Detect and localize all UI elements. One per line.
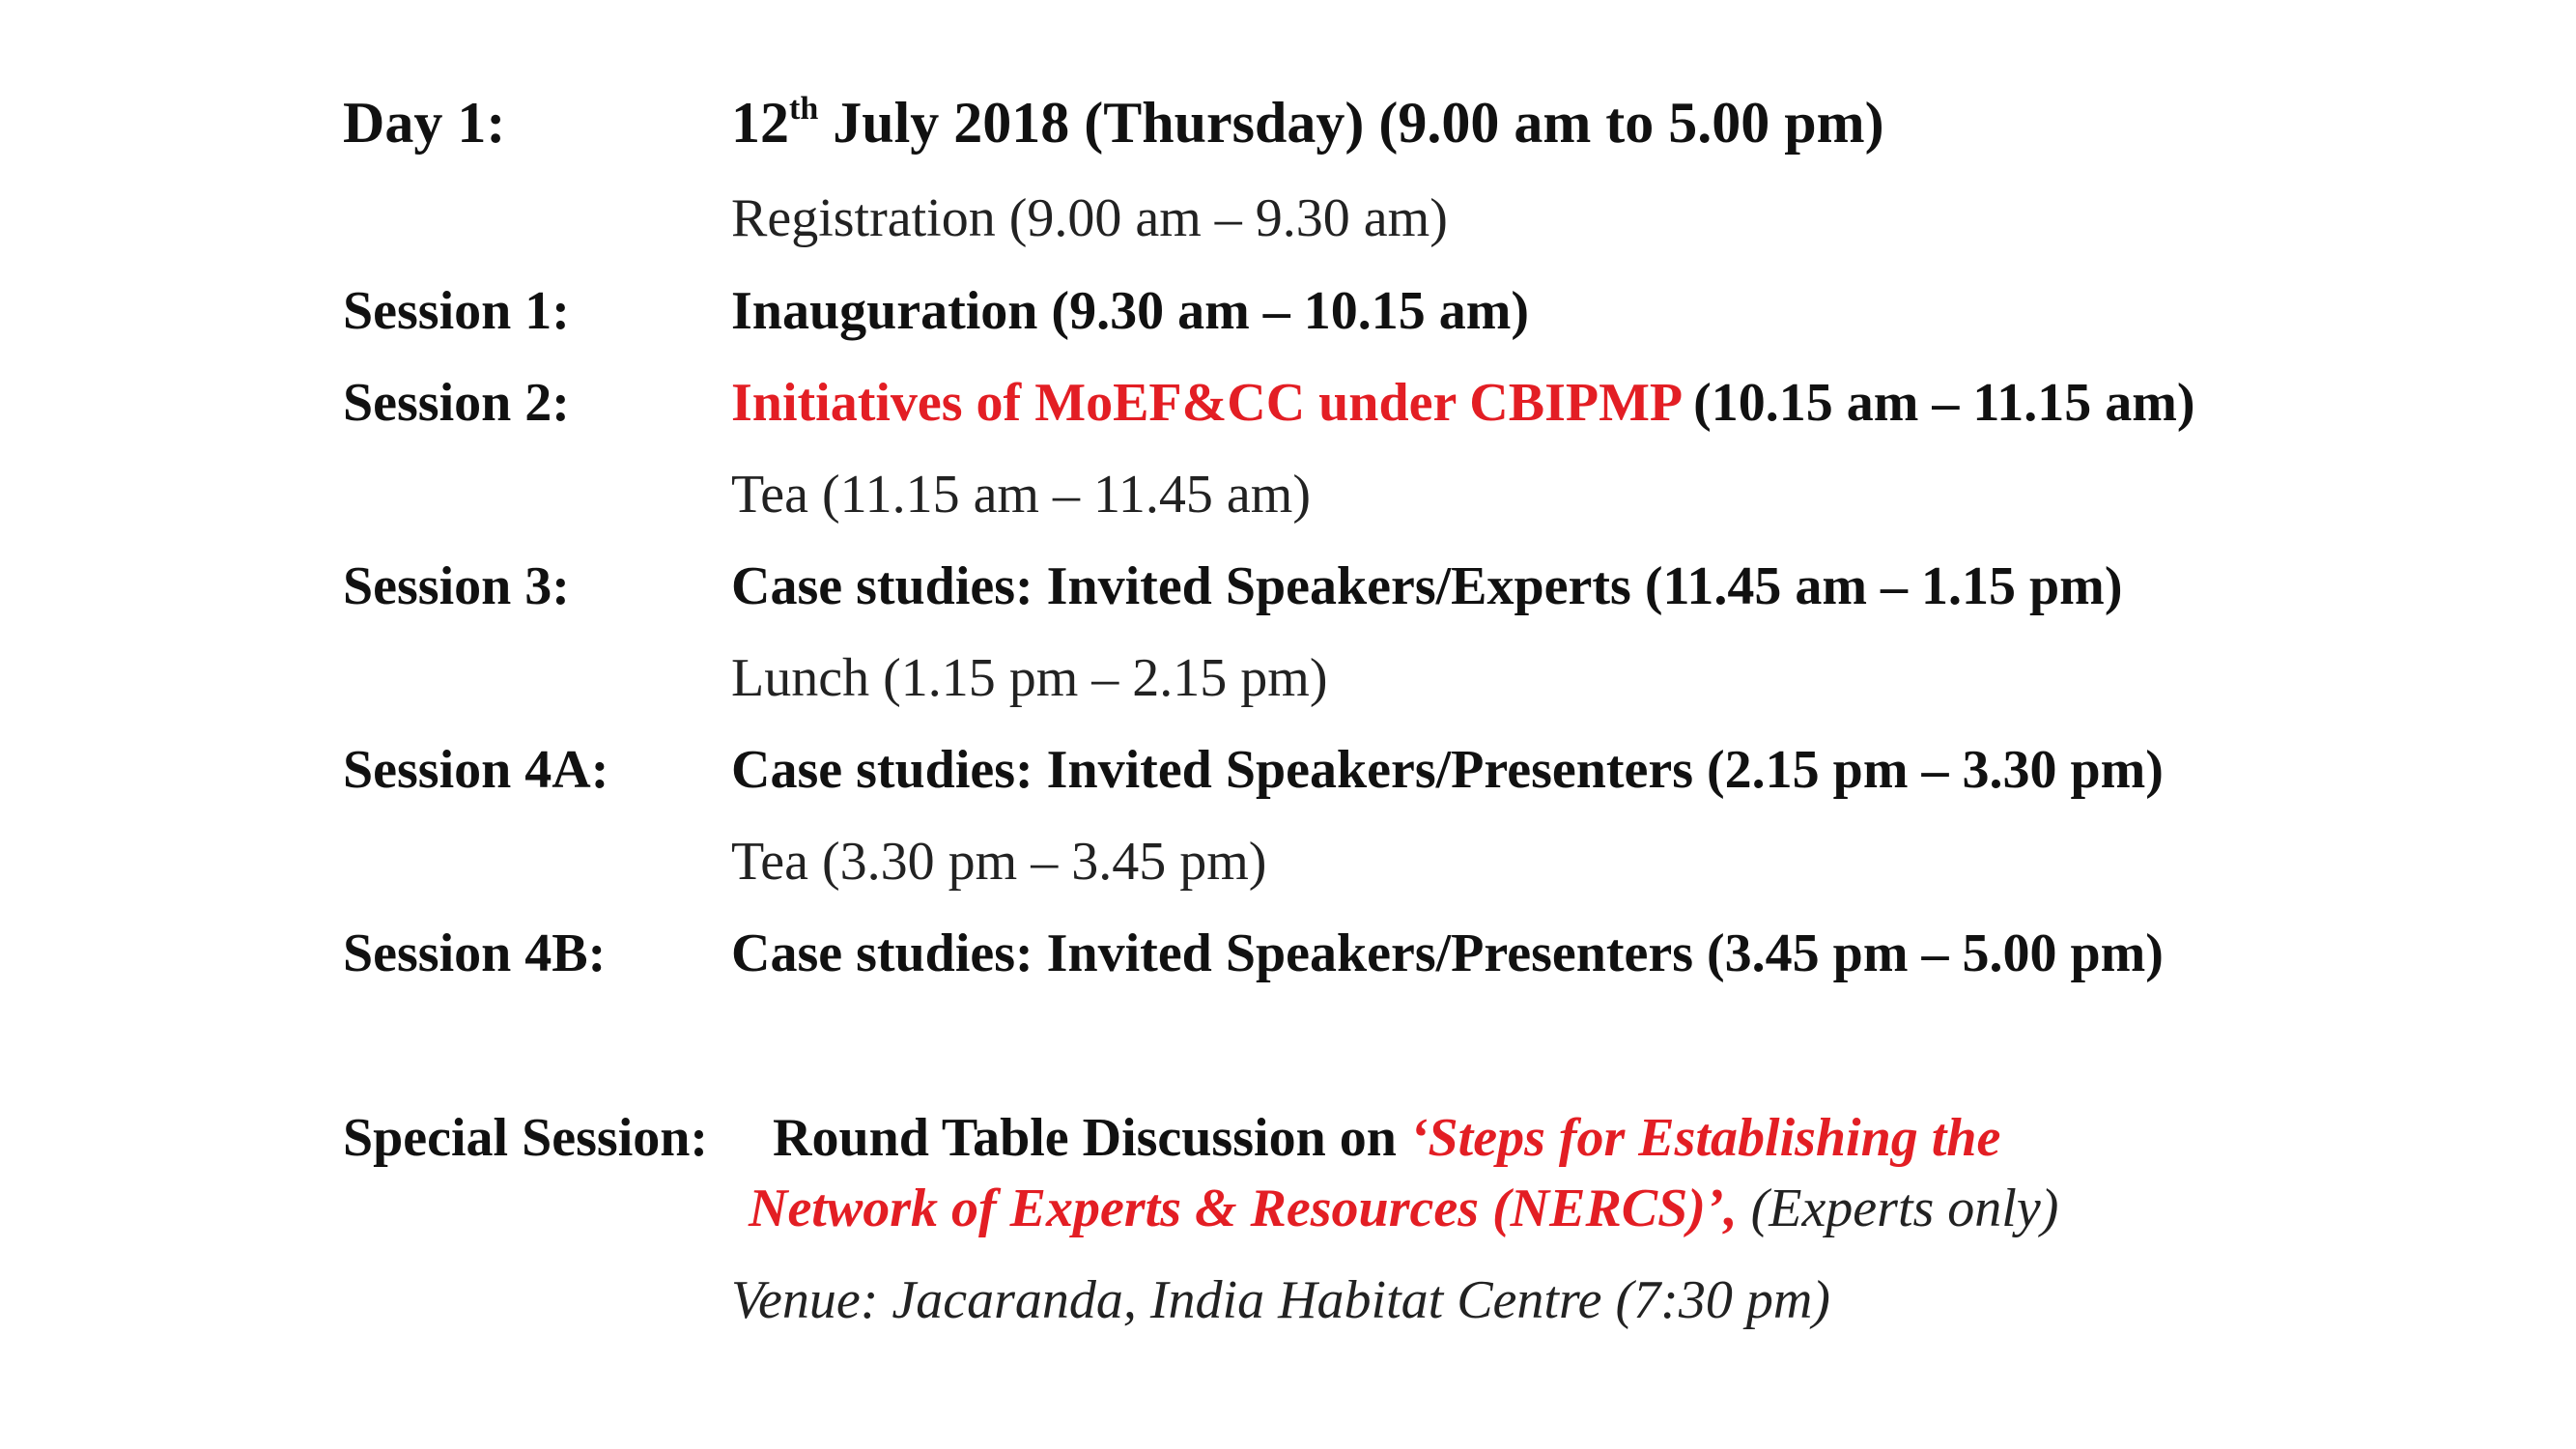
date-number: 12 <box>731 91 789 155</box>
agenda-item-text: Inauguration (9.30 am – 10.15 am) <box>731 281 1530 341</box>
session-label: Session 4B: <box>343 923 607 983</box>
agenda-row-session-3 <box>0 548 2576 625</box>
agenda-row-session-4a <box>0 731 2576 809</box>
agenda-item-text: Case studies: Invited Speakers/Presenters (2.15 pm – 3.30 pm) <box>731 740 2164 800</box>
agenda-item-text: Registration (9.00 am – 9.30 am) <box>731 188 1448 248</box>
special-session-intro: Round Table Discussion on <box>773 1108 1410 1168</box>
agenda-row-tea-1 <box>0 456 2576 533</box>
session-label: Session 2: <box>343 373 570 433</box>
agenda-item-text: Lunch (1.15 pm – 2.15 pm) <box>731 648 1328 708</box>
agenda-item-text: Tea (11.15 am – 11.45 am) <box>731 465 1311 525</box>
agenda-item-text: Case studies: Invited Speakers/Experts (11.45 am – 1.15 pm) <box>731 556 2123 616</box>
day-header-row <box>0 84 2576 161</box>
date-ordinal: th <box>789 91 819 127</box>
special-session-note: (Experts only) <box>1737 1179 2059 1238</box>
agenda-item-text: Case studies: Invited Speakers/Presenters (3.45 pm – 5.00 pm) <box>731 923 2164 983</box>
date-rest: July 2018 (Thursday) (9.00 am to 5.00 pm) <box>818 91 1884 155</box>
agenda-row-session-1 <box>0 272 2576 350</box>
agenda-item-text-group <box>731 364 2195 441</box>
session-label: Session 4A: <box>343 740 609 800</box>
special-session-topic-2: Network of Experts & Resources (NERCS)’, <box>749 1179 1738 1238</box>
day-label: Day 1: <box>343 91 506 155</box>
session-label: Session 3: <box>343 556 570 616</box>
day-date <box>731 84 1884 161</box>
agenda-row-lunch <box>0 639 2576 717</box>
agenda-row-registration <box>0 180 2576 257</box>
agenda-row-tea-2 <box>0 823 2576 900</box>
special-session-venue: Venue: Jacaranda, India Habitat Centre (7:30 pm) <box>731 1270 1830 1330</box>
session-label: Session 1: <box>343 281 570 341</box>
agenda-item-highlight: Initiatives of MoEF&CC under CBIPMP <box>731 373 1681 433</box>
special-session-label: Special Session: <box>343 1108 709 1168</box>
agenda-item-text: Tea (3.30 pm – 3.45 pm) <box>731 832 1267 892</box>
agenda-item-time: (10.15 am – 11.15 am) <box>1680 373 2195 433</box>
special-session-line-1 <box>773 1099 2000 1177</box>
special-session-line-2 <box>749 1170 2058 1247</box>
agenda-row-session-4b <box>0 915 2576 992</box>
agenda-row-session-2 <box>0 364 2576 441</box>
special-session-topic-1: ‘Steps for Establishing the <box>1409 1108 2001 1168</box>
